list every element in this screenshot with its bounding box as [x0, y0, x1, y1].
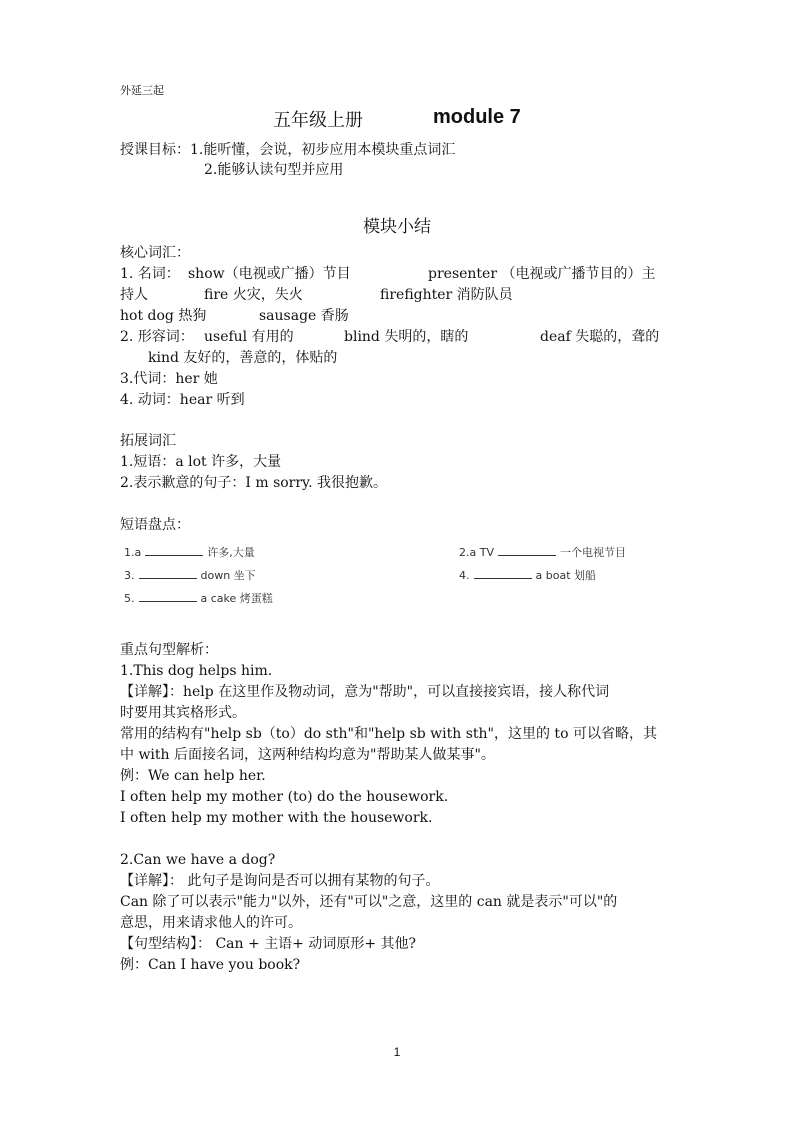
key-sentences-heading: 重点句型解析： — [120, 642, 218, 658]
ext-vocab-heading: 拓展词汇 — [120, 433, 176, 449]
title-module: module 7 — [433, 106, 521, 128]
phrase-2-pre: 2.a TV — [459, 546, 494, 559]
goal-1: 1.能听懂，会说，初步应用本模块重点词汇 — [190, 142, 456, 158]
sentence-2-example: 例：Can I have you book? — [120, 957, 301, 973]
noun-firefighter: firefighter 消防队员 — [380, 287, 513, 303]
phrase-2-post: 一个电视节目 — [559, 546, 626, 559]
noun-presenter-cont: 持人 — [120, 287, 148, 303]
adj-useful: useful 有用的 — [204, 329, 294, 345]
adj-blind: blind 失明的，瞎的 — [344, 329, 469, 345]
phrase-3-blank — [139, 567, 197, 579]
phrases-heading: 短语盘点： — [120, 517, 190, 533]
sentence-1-detail-1: 【详解】：help 在这里作及物动词，意为"帮助"，可以直接接宾语，接人称代词 — [120, 684, 610, 700]
phrase-1 — [124, 544, 255, 560]
phrase-5 — [124, 590, 273, 606]
phrase-4 — [459, 567, 596, 583]
sentence-1-example-2: I often help my mother (to) do the housework. — [120, 789, 449, 805]
noun-hot-dog: hot dog 热狗 — [120, 308, 207, 324]
phrase-3 — [124, 567, 256, 583]
phrase-5-blank — [139, 590, 197, 602]
sentence-2-structure: 【句型结构】： Can + 主语+ 动词原形+ 其他? — [120, 936, 417, 952]
summary-title: 模块小结 — [363, 217, 431, 237]
phrase-5-post: a cake 烤蛋糕 — [200, 592, 273, 605]
phrase-3-post: down 坐下 — [200, 569, 256, 582]
phrase-1-post: 许多,大量 — [207, 546, 255, 559]
phrase-4-post: a boat 划船 — [535, 569, 596, 582]
sentence-1-detail-4: 中 with 后面接名词，这两种结构均意为"帮助某人做某事"。 — [120, 747, 495, 763]
verb-line: 4. 动词：hear 听到 — [120, 392, 245, 408]
sentence-2-detail-3: 意思，用来请求他人的许可。 — [120, 915, 302, 931]
phrase-2 — [459, 544, 626, 560]
adj-kind: kind 友好的，善意的，体贴的 — [148, 350, 338, 366]
sentence-1-detail-2: 时要用其宾格形式。 — [120, 705, 246, 721]
adj-prefix: 2. 形容词： — [120, 329, 194, 345]
page-number: 1 — [393, 1045, 401, 1059]
adj-deaf: deaf 失聪的，聋的 — [540, 329, 660, 345]
goal-2: 2.能够认读句型并应用 — [204, 162, 344, 178]
noun-fire: fire 火灾，失火 — [204, 287, 303, 303]
phrase-4-blank — [474, 567, 532, 579]
sentence-1: 1.This dog helps him. — [120, 663, 273, 679]
goals-line-1 — [120, 140, 455, 161]
noun-sausage: sausage 香肠 — [259, 308, 349, 324]
ext-vocab-item-1: 1.短语：a lot 许多，大量 — [120, 454, 282, 470]
noun-presenter: presenter （电视或广播节目的）主 — [428, 266, 656, 282]
sentence-1-example-1: 例：We can help her. — [120, 768, 266, 784]
phrase-4-pre: 4. — [459, 569, 470, 582]
noun-prefix: 1. 名词： — [120, 266, 180, 282]
sentence-1-detail-3: 常用的结构有"help sb（to）do sth"和"help sb with sth"，这里的 to 可以省略，其 — [120, 726, 657, 742]
ext-vocab-item-2: 2.表示歉意的句子：I m sorry. 我很抱歉。 — [120, 475, 388, 491]
phrase-1-pre: 1.a — [124, 546, 142, 559]
sentence-1-example-3: I often help my mother with the housework. — [120, 810, 433, 826]
phrase-5-pre: 5. — [124, 592, 135, 605]
page-header: 外延三起 — [120, 84, 164, 97]
core-vocab-heading: 核心词汇： — [120, 245, 190, 261]
noun-show: show（电视或广播）节目 — [188, 266, 351, 282]
title-grade: 五年级上册 — [273, 110, 363, 131]
pronoun-line: 3.代词：her 她 — [120, 371, 218, 387]
goals-label: 授课目标： — [120, 142, 190, 158]
phrase-2-blank — [498, 544, 556, 556]
sentence-2-detail-2: Can 除了可以表示"能力"以外，还有"可以"之意，这里的 can 就是表示"可以"的 — [120, 894, 618, 910]
phrase-3-pre: 3. — [124, 569, 135, 582]
phrase-1-blank — [145, 544, 203, 556]
sentence-2: 2.Can we have a dog? — [120, 852, 276, 868]
sentence-2-detail-1: 【详解】： 此句子是询问是否可以拥有某物的句子。 — [120, 873, 440, 889]
